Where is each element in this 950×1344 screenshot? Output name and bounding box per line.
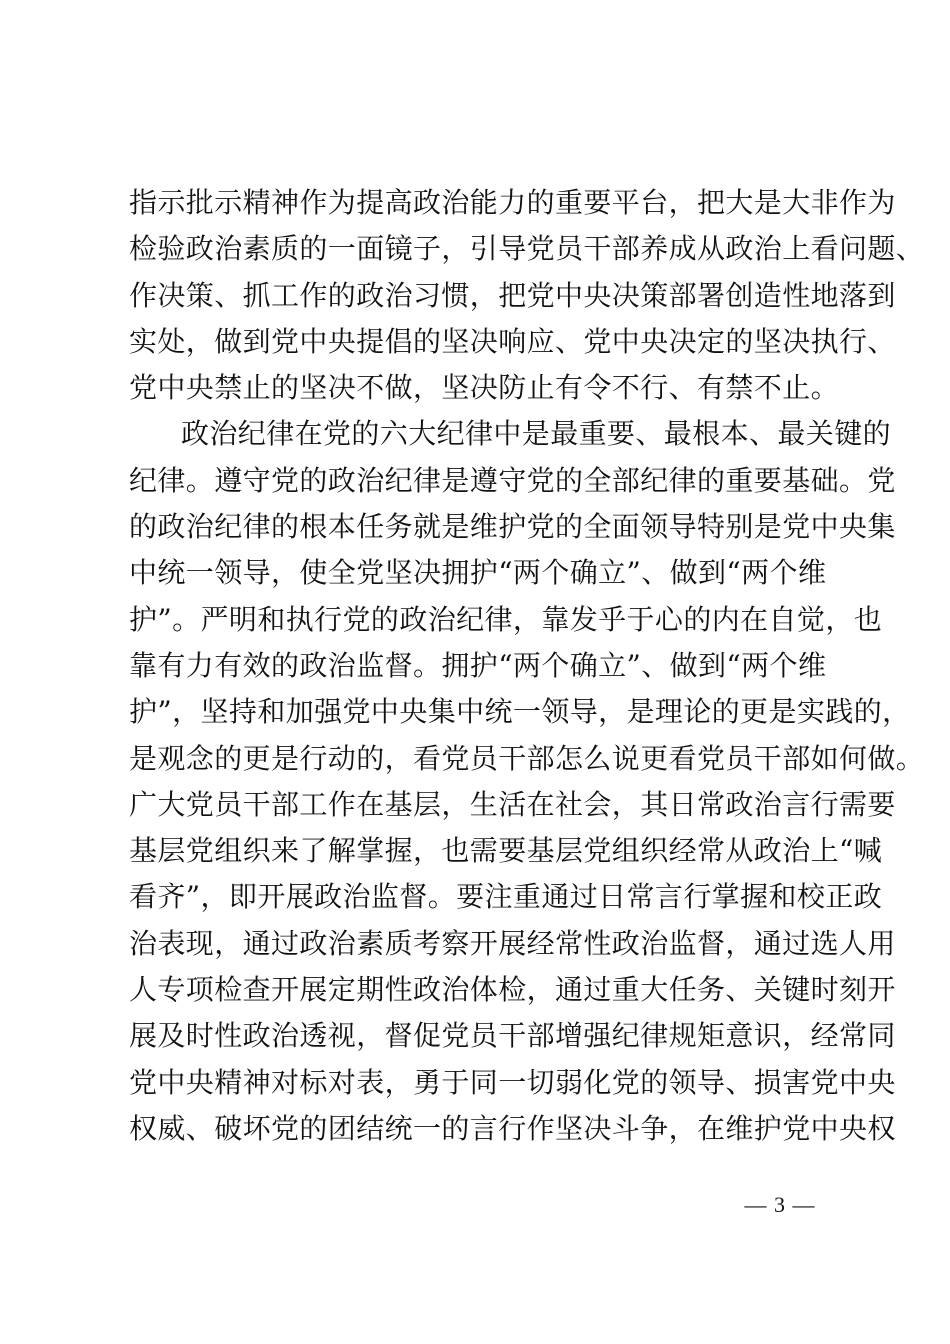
text-line: 党中央禁止的坚决不做，坚决防止有令不行、有禁不止。 [129, 371, 840, 405]
body-text [129, 180, 925, 1152]
text-line: 纪律。遵守党的政治纪律是遵守党的全部纪律的重要基础。党 [129, 463, 896, 497]
text-line: 看齐”，即开展政治监督。要注重通过日常言行掌握和校正政 [129, 880, 883, 914]
text-line: 作决策、抓工作的政治习惯，把党中央决策部署创造性地落到 [129, 278, 896, 312]
text-line: 护”，坚持和加强党中央集中统一领导，是理论的更是实践的， [129, 695, 911, 729]
text-line: 治表现，通过政治素质考察开展经常性政治监督，通过选人用 [129, 926, 896, 960]
paragraph-first-line: 政治纪律在党的六大纪律中是最重要、最根本、最关键的 [181, 417, 892, 451]
text-line: 人专项检查开展定期性政治体检，通过重大任务、关键时刻开 [129, 973, 896, 1007]
text-line: 展及时性政治透视，督促党员干部增强纪律规矩意识，经常同 [129, 1019, 896, 1053]
text-line: 护”。严明和执行党的政治纪律，靠发乎于心的内在自觉，也 [129, 602, 883, 636]
text-line: 广大党员干部工作在基层，生活在社会，其日常政治言行需要 [129, 787, 896, 821]
text-line: 指示批示精神作为提高政治能力的重要平台，把大是大非作为 [129, 186, 896, 219]
text-line: 基层党组织来了解掌握，也需要基层党组织经常从政治上“喊 [129, 834, 883, 868]
text-line: 党中央精神对标对表，勇于同一切弱化党的领导、损害党中央 [129, 1065, 896, 1099]
text-line: 权威、破坏党的团结统一的言行作坚决斗争，在维护党中央权 [129, 1111, 896, 1145]
text-line: 中统一领导，使全党坚决拥护“两个确立”、做到“两个维 [129, 556, 827, 590]
text-line: 检验政治素质的一面镜子，引导党员干部养成从政治上看问题、 [129, 232, 925, 266]
text-line: 实处，做到党中央提倡的坚决响应、党中央决定的坚决执行、 [129, 324, 896, 358]
text-line: 是观念的更是行动的，看党员干部怎么说更看党员干部如何做。 [129, 741, 925, 775]
text-line: 的政治纪律的根本任务就是维护党的全面领导特别是党中央集 [129, 510, 896, 544]
page-number: — 3 — [744, 1192, 816, 1217]
text-line: 靠有力有效的政治监督。拥护“两个确立”、做到“两个维 [129, 648, 827, 682]
